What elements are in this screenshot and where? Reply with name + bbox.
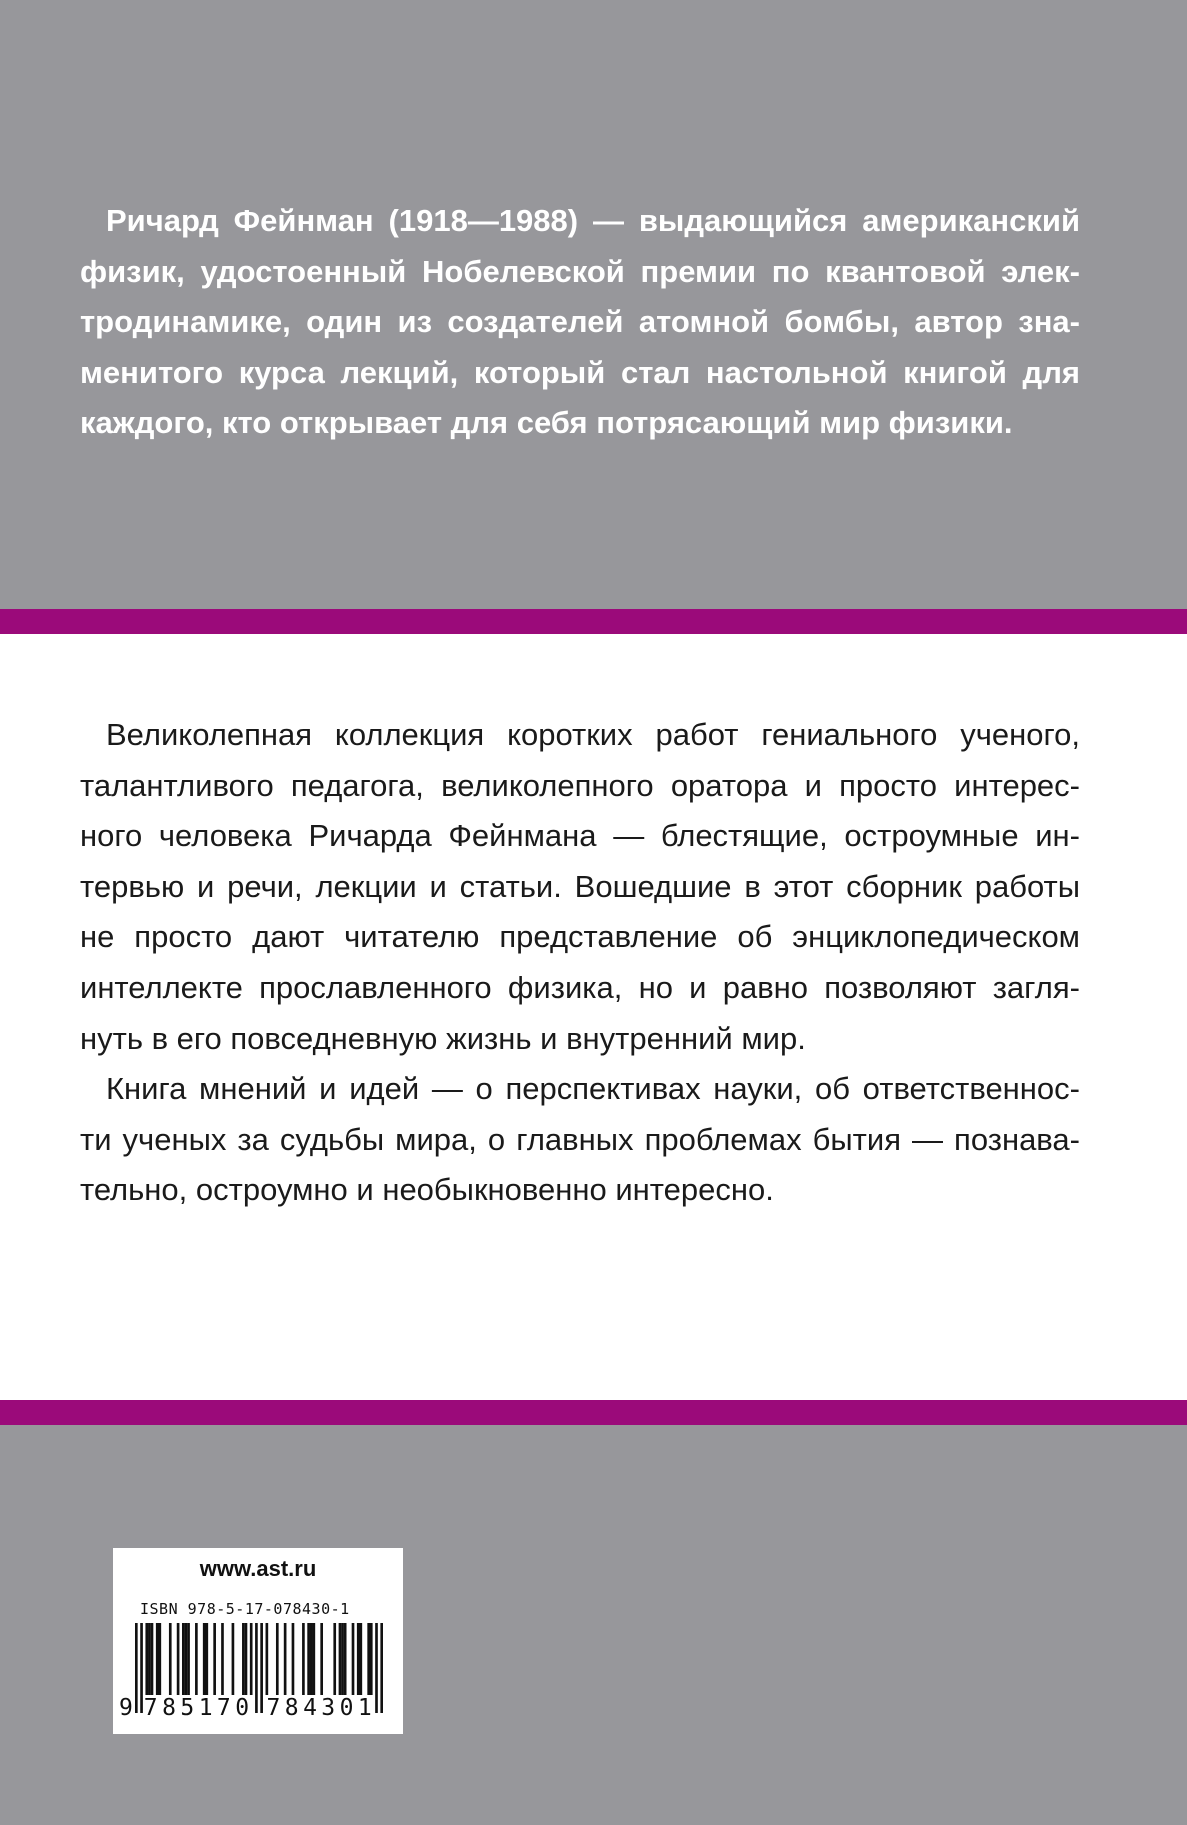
bio-line: менитого курса лекций, который стал настольной книгой для xyxy=(80,354,1080,390)
barcode-digit: 4 xyxy=(303,1695,317,1721)
barcode-digit: 0 xyxy=(235,1695,250,1721)
barcode-digit: 8 xyxy=(162,1695,176,1721)
barcode-digit: 9 xyxy=(119,1695,133,1721)
description-line: тельно, остроумно и необыкновенно интересно. xyxy=(80,1172,774,1208)
description-paragraph-1 xyxy=(80,710,1080,1064)
isbn-text: ISBN 978-5-17-078430-1 xyxy=(140,1600,350,1618)
barcode-bar xyxy=(302,1623,305,1695)
bio-line: Ричард Фейнман (1918—1988) — выдающийся американский xyxy=(106,203,1080,238)
bio-line: физик, удостоенный Нобелевской премии по квантовой элек- xyxy=(80,253,1080,289)
barcode-bar xyxy=(333,1623,336,1695)
barcode-bar xyxy=(367,1623,370,1695)
accent-stripe-top xyxy=(0,609,1187,634)
description-line: интеллекте прославленного физика, но и равно позволяют загля- xyxy=(80,969,1080,1005)
barcode-bar xyxy=(182,1623,185,1695)
barcode-bar xyxy=(352,1623,355,1695)
barcode-digit: 0 xyxy=(339,1695,354,1721)
barcode-bar xyxy=(185,1623,188,1695)
barcode-bar xyxy=(177,1623,180,1695)
barcode-bar xyxy=(148,1623,151,1695)
barcode-bar xyxy=(339,1623,342,1695)
barcode-digits xyxy=(119,1695,397,1727)
barcode-bar xyxy=(266,1623,269,1695)
description-line: не просто дают читателю представление об энциклопедическом xyxy=(80,919,1080,955)
barcode-bar xyxy=(320,1623,323,1695)
barcode-bar xyxy=(205,1623,208,1695)
barcode-bar xyxy=(232,1623,235,1695)
barcode-bar xyxy=(187,1623,190,1695)
barcode-bar xyxy=(203,1623,206,1695)
barcode-digit: 1 xyxy=(357,1695,372,1721)
bio-line: тродинамике, один из создателей атомной бомбы, автор зна- xyxy=(80,304,1080,339)
barcode-digit: 3 xyxy=(321,1695,336,1721)
barcode-bar xyxy=(341,1623,344,1695)
publisher-website: www.ast.ru xyxy=(199,1556,317,1581)
barcode-digit: 1 xyxy=(198,1695,213,1721)
barcode-bar xyxy=(250,1623,253,1695)
bio-line: каждого, кто открывает для себя потрясающий мир физики. xyxy=(80,405,1013,440)
description-line: ного человека Ричарда Фейнмана — блестящие, остроумные ин- xyxy=(80,818,1080,854)
barcode-bar xyxy=(242,1623,245,1695)
barcode-bar xyxy=(284,1623,287,1695)
barcode-digit: 5 xyxy=(180,1695,195,1721)
top-gray-band xyxy=(0,0,1187,609)
description-line: ти ученых за судьбы мира, о главных проблемах бытия — познава- xyxy=(80,1121,1080,1157)
barcode-bar xyxy=(357,1623,360,1695)
barcode-bar xyxy=(344,1623,347,1695)
barcode-bar xyxy=(276,1623,279,1695)
barcode-bar xyxy=(221,1623,224,1695)
description-line: талантливого педагога, великолепного оратора и просто интерес- xyxy=(80,767,1080,803)
description-line: нуть в его повседневную жизнь и внутренний мир. xyxy=(80,1020,806,1056)
barcode-digit: 7 xyxy=(143,1695,158,1721)
barcode-bar xyxy=(360,1623,363,1695)
barcode-digit: 8 xyxy=(284,1695,299,1721)
barcode-bar xyxy=(213,1623,216,1695)
barcode-digit: 7 xyxy=(216,1695,231,1721)
author-bio xyxy=(80,196,1080,449)
description-line: Книга мнений и идей — о перспективах науки, об ответственнос- xyxy=(106,1071,1080,1107)
description-line: Великолепная коллекция коротких работ гениального ученого, xyxy=(106,717,1080,752)
barcode-bar xyxy=(370,1623,373,1695)
description-line: тервью и речи, лекции и статьи. Вошедшие в этот сборник работы xyxy=(80,868,1080,904)
barcode-bar xyxy=(145,1623,148,1695)
barcode-bar xyxy=(292,1623,295,1695)
barcode-label xyxy=(113,1548,403,1734)
barcode-bar xyxy=(158,1623,161,1695)
barcode-bar xyxy=(195,1623,198,1695)
barcode-digit: 7 xyxy=(266,1695,281,1721)
barcode-bar xyxy=(245,1623,248,1695)
description-paragraph-2 xyxy=(80,1064,1080,1216)
barcode-bar xyxy=(307,1623,310,1695)
barcode-bar xyxy=(156,1623,159,1695)
barcode-bar xyxy=(151,1623,154,1695)
barcode-bar xyxy=(313,1623,316,1695)
barcode-bar xyxy=(169,1623,172,1695)
accent-stripe-bottom xyxy=(0,1400,1187,1425)
book-description xyxy=(80,710,1080,1216)
barcode-bar xyxy=(310,1623,313,1695)
